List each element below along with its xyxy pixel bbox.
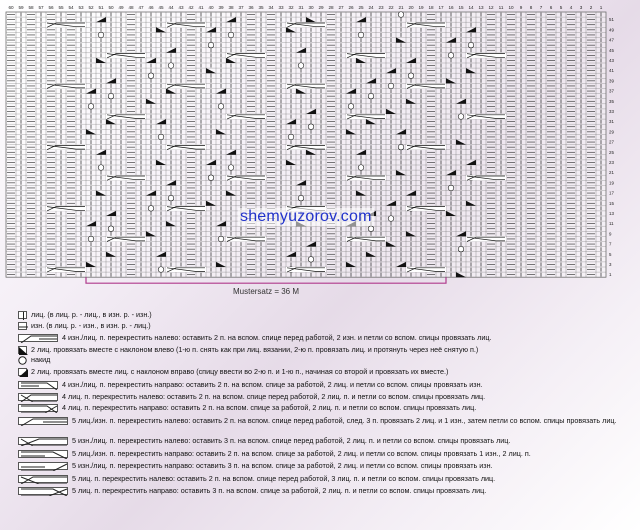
column-number: 6 [549, 5, 553, 10]
pattern-repeat-bracket [86, 277, 446, 283]
column-number: 42 [188, 5, 194, 10]
yarn-over-icon [348, 104, 354, 110]
yarn-over-icon [108, 93, 114, 99]
yarn-over-icon [368, 93, 374, 99]
yarn-over-icon [448, 53, 454, 59]
column-number: 41 [198, 5, 204, 10]
yarn-over-icon [148, 206, 154, 212]
legend-item: 5 изн./лиц. п. перекрестить налево: оставить 3 п. на вспом. спице перед работой, 2 лиц. п. и петли со вспом. спицы провязать лиц. [18, 436, 510, 445]
column-number: 49 [118, 5, 124, 10]
yarn-over-icon [228, 165, 234, 171]
row-number: 19 [609, 180, 614, 186]
column-number: 5 [559, 5, 563, 10]
row-number: 43 [609, 57, 614, 63]
legend-item: 5 изн./лиц. п. перекрестить направо: оставить 3 п. на вспом. спице за работой, 2 лиц. и петли со вспом. спицы провязать изн. [18, 461, 493, 470]
column-number: 57 [38, 5, 44, 10]
legend-item: 5 лиц. п. перекрестить налево: оставить 2 п. на вспом. спице перед работой, 3 лиц. п. и петли со вспом. спицы провязать лиц. [18, 474, 495, 483]
row-number: 49 [609, 27, 614, 33]
yarn-over-icon [308, 257, 314, 263]
row-number: 45 [609, 47, 614, 53]
column-number: 60 [8, 5, 14, 10]
yarn-over-icon [358, 32, 364, 38]
column-number: 18 [428, 5, 434, 10]
column-number: 2 [589, 5, 593, 10]
column-number: 45 [158, 5, 164, 10]
column-number: 56 [48, 5, 54, 10]
column-number: 40 [208, 5, 214, 10]
yarn-over-icon [158, 267, 164, 273]
legend-item: 5 лиц./изн. п. перекрестить направо: оставить 2 п. на вспом. спице за работой, 2 лиц. и петли со вспом. спицы провязать 1 изн., 2 лиц. п. [18, 449, 531, 458]
legend-item: 4 лиц. п. перекрестить направо: оставить 2 п. на вспом. спице за работой, 2 лиц. п. и петли со вспом. спицы провязать лиц. [18, 403, 476, 412]
yarn-over-icon [448, 185, 454, 191]
yarn-over-icon [148, 73, 154, 79]
column-number: 13 [478, 5, 484, 10]
row-number: 25 [609, 149, 614, 155]
column-number: 51 [98, 5, 104, 10]
yarn-over-icon [458, 114, 464, 120]
yarn-over-icon [98, 32, 104, 38]
legend-item: изн. (в лиц. р. - изн., в изн. р. - лиц.) [18, 321, 151, 330]
cable-5-right-c-icon [18, 487, 68, 495]
column-number: 11 [498, 5, 504, 10]
yarn-over-icon [218, 236, 224, 242]
yarn-over-icon [408, 73, 414, 79]
yarn-over-icon [388, 216, 394, 222]
yarn-over-icon [108, 226, 114, 232]
column-number: 47 [138, 5, 144, 10]
legend-item: лиц. (в лиц. р. - лиц., в изн. р. - изн.) [18, 310, 152, 319]
column-number: 36 [248, 5, 254, 10]
cable-5-left-c-icon [18, 475, 68, 483]
row-number: 27 [609, 139, 614, 145]
legend-item: 5 лиц. п. перекрестить направо: оставить 3 п. на вспом. спице за работой, 2 лиц. п. и петли со вспом. спицы провязать лиц. [18, 486, 486, 495]
k2tog-right-icon [18, 368, 27, 376]
column-number: 58 [28, 5, 34, 10]
column-number: 8 [529, 5, 533, 10]
cable-4-left-b-icon [18, 393, 58, 401]
yarn-over-icon [458, 246, 464, 252]
row-number: 29 [609, 129, 614, 135]
row-number: 15 [609, 200, 614, 206]
yarn-over-icon [308, 124, 314, 130]
legend-item: 4 изн./лиц. п. перекрестить налево: оставить 2 п. на вспом. спице перед работой, 2 изн. и петли со вспом. спицы провязать лиц. [18, 333, 491, 342]
yarn-over-icon [98, 165, 104, 171]
yarn-over-icon [168, 63, 174, 69]
row-number: 41 [609, 68, 614, 74]
column-number: 48 [128, 5, 134, 10]
cable-5-right-b-icon [18, 462, 68, 470]
yarn-over-icon [208, 42, 214, 48]
column-number: 38 [228, 5, 234, 10]
yarn-over-icon [298, 63, 304, 69]
row-number: 33 [609, 108, 614, 114]
column-number: 37 [238, 5, 244, 10]
column-number: 30 [308, 5, 314, 10]
cable-5-right-icon [18, 450, 68, 458]
row-number: 23 [609, 159, 614, 165]
yarn-over-icon [468, 42, 474, 48]
yarn-over-icon [218, 104, 224, 110]
column-number: 27 [338, 5, 344, 10]
column-number: 14 [468, 5, 474, 10]
column-number: 59 [18, 5, 24, 10]
row-number: 21 [609, 170, 614, 176]
column-number: 34 [268, 5, 274, 10]
column-number: 44 [168, 5, 174, 10]
row-number: 31 [609, 119, 614, 125]
pattern-repeat-label: Mustersatz = 36 M [232, 287, 300, 297]
row-number: 47 [609, 37, 614, 43]
cable-4-right-icon [18, 381, 58, 389]
column-number: 23 [378, 5, 384, 10]
legend-item: 5 лиц./изн. п. перекрестить налево: оставить 2 п. на вспом. спице перед работой, след. 3 п. провязать 2 лиц. и 1 изн., затем петли со вспом. спицы провязать лиц. [18, 416, 616, 425]
yarn-over-icon [18, 356, 27, 364]
cable-5-left-icon [18, 417, 68, 425]
row-number: 35 [609, 98, 614, 104]
column-number: 1 [599, 5, 603, 10]
column-number: 39 [218, 5, 224, 10]
row-number: 3 [609, 261, 612, 267]
column-number: 43 [178, 5, 184, 10]
column-number: 50 [108, 5, 114, 10]
column-number: 55 [58, 5, 64, 10]
yarn-over-icon [398, 144, 404, 150]
column-number: 4 [569, 5, 573, 10]
column-number: 31 [298, 5, 304, 10]
column-number: 53 [78, 5, 84, 10]
yarn-over-icon [388, 83, 394, 89]
cable-4-right-b-icon [18, 404, 58, 412]
column-number: 16 [448, 5, 454, 10]
row-number: 9 [609, 231, 612, 237]
yarn-over-icon [228, 32, 234, 38]
yarn-over-icon [158, 134, 164, 140]
column-number: 10 [508, 5, 514, 10]
column-number: 54 [68, 5, 74, 10]
yarn-over-icon [398, 12, 404, 18]
legend-item: накид [18, 355, 50, 364]
row-number: 5 [609, 251, 612, 257]
column-number: 20 [408, 5, 414, 10]
row-number: 51 [609, 17, 614, 23]
knit-icon [18, 311, 27, 319]
k2tog-left-icon [18, 346, 27, 354]
row-number: 7 [609, 241, 612, 247]
column-number: 22 [388, 5, 394, 10]
column-number: 26 [348, 5, 354, 10]
yarn-over-icon [358, 165, 364, 171]
column-number: 7 [539, 5, 543, 10]
legend-item: 2 лиц. провязать вместе с наклоном влево (1-ю п. снять как при лиц. вязании, 2-ю п. провязать лиц. и протянуть через неё снятую п.) [18, 345, 478, 354]
row-number: 1 [609, 272, 612, 278]
column-number: 52 [88, 5, 94, 10]
legend [0, 308, 640, 530]
column-number: 19 [418, 5, 424, 10]
cable-5-left-b-icon [18, 437, 68, 445]
yarn-over-icon [88, 236, 94, 242]
column-number: 9 [519, 5, 523, 10]
column-number: 25 [358, 5, 364, 10]
column-number: 28 [328, 5, 334, 10]
column-number: 15 [458, 5, 464, 10]
yarn-over-icon [368, 226, 374, 232]
legend-item: 4 лиц. п. перекрестить налево: оставить 2 п. на вспом. спице перед работой, 2 лиц. п. и петли со вспом. спицы провязать лиц. [18, 392, 485, 401]
legend-item: 4 изн./лиц. п. перекрестить направо: оставить 2 п. на вспом. спице за работой, 2 лиц. и петли со вспом. спицы провязать изн. [18, 380, 483, 389]
column-number: 12 [488, 5, 494, 10]
column-number: 46 [148, 5, 154, 10]
cable-4-left-icon [18, 334, 58, 342]
column-number: 33 [278, 5, 284, 10]
legend-item: 2 лиц. провязать вместе лиц. с наклоном вправо (спицу ввести во 2-ю п. и 1-ю п., начиная со второй и провязать их вместе.) [18, 367, 448, 376]
column-number: 29 [318, 5, 324, 10]
row-number: 11 [609, 221, 614, 227]
row-number: 13 [609, 210, 614, 216]
yarn-over-icon [168, 195, 174, 201]
column-number: 3 [579, 5, 583, 10]
row-number: 39 [609, 78, 614, 84]
watermark: shemyuzorov.com [240, 208, 372, 225]
yarn-over-icon [298, 195, 304, 201]
column-number: 35 [258, 5, 264, 10]
row-number: 37 [609, 88, 614, 94]
column-number: 32 [288, 5, 294, 10]
column-number: 21 [398, 5, 404, 10]
column-number: 24 [368, 5, 374, 10]
yarn-over-icon [288, 134, 294, 140]
column-number: 17 [438, 5, 444, 10]
yarn-over-icon [88, 104, 94, 110]
row-number: 17 [609, 190, 614, 196]
purl-icon [18, 322, 27, 330]
yarn-over-icon [208, 175, 214, 181]
